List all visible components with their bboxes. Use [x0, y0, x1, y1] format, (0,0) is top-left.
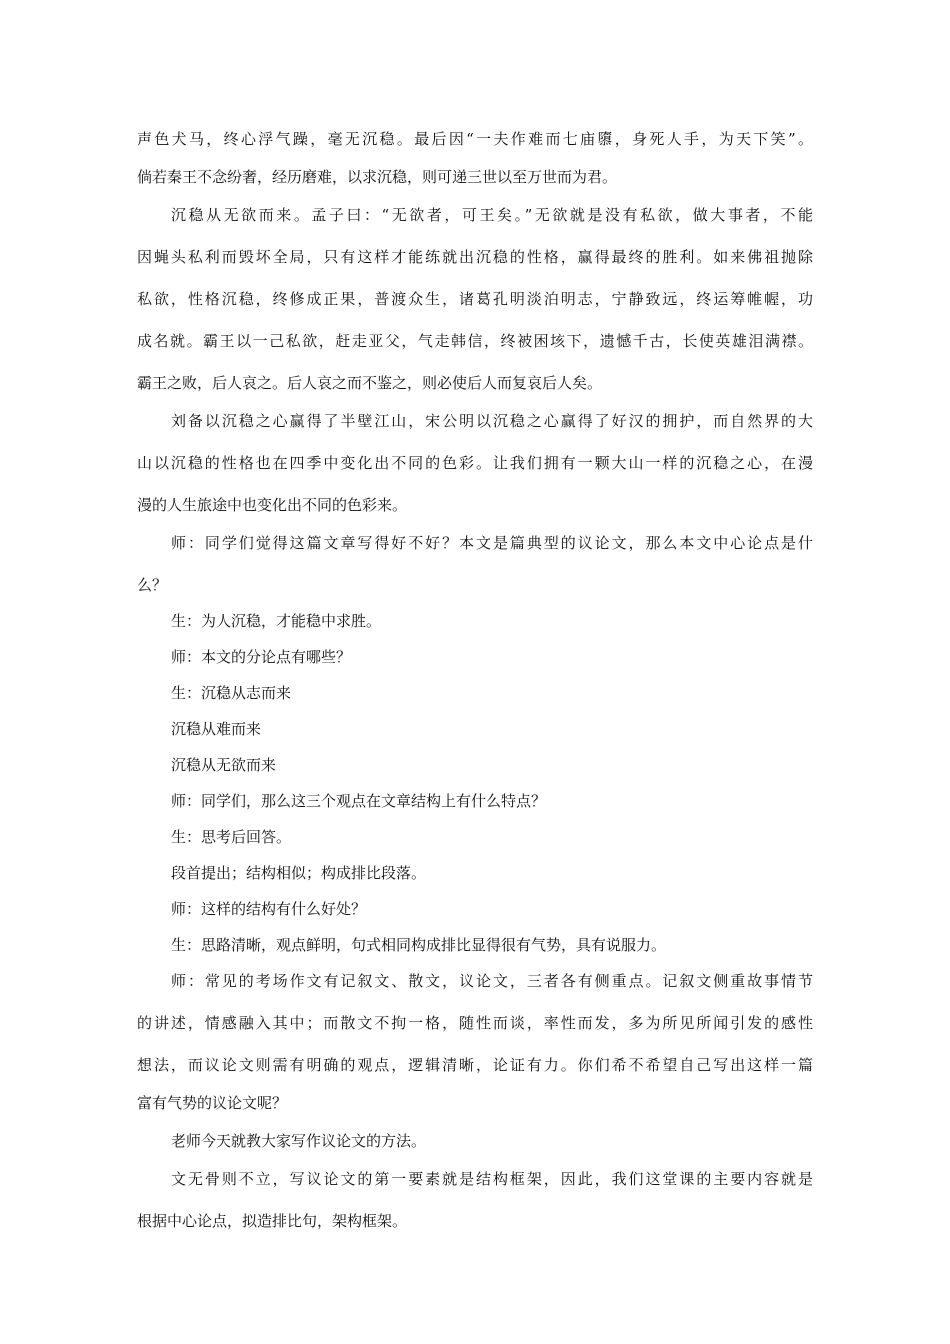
text-line: 师：同学们，那么这三个观点在文章结构上有什么特点？: [171, 792, 547, 810]
text-line: 段首提出；结构相似；构成排比段落。: [171, 864, 427, 882]
text-line: 根据中心论点，拟造排比句，架构框架。: [137, 1212, 408, 1230]
text-line: 的讲述，情感融入其中；而散文不拘一格，随性而谈，率性而发，多为所见所闻引发的感性: [137, 1014, 813, 1032]
text-line: 因蝇头私利而毁坏全局，只有这样才能练就出沉稳的性格，赢得最终的胜利。如来佛祖抛除: [137, 248, 813, 266]
text-line: 师：这样的结构有什么好处？: [171, 900, 367, 918]
text-line: 沉稳从难而来: [171, 720, 262, 738]
text-line: 想法，而议论文则需有明确的观点，逻辑清晰，论证有力。你们希不希望自己写出这样一篇: [137, 1056, 813, 1074]
text-line: 富有气势的议论文呢？: [137, 1094, 288, 1112]
text-line: 沉稳从无欲而来。孟子曰：“无欲者，可王矣。”无欲就是没有私欲，做大事者，不能: [171, 206, 813, 224]
text-line: 么？: [137, 576, 168, 594]
text-line: 刘备以沉稳之心赢得了半壁江山，宋公明以沉稳之心赢得了好汉的拥护，而自然界的大: [171, 412, 813, 430]
text-line: 漫的人生旅途中也变化出不同的色彩来。: [137, 496, 408, 514]
text-line: 霸王之败，后人哀之。后人哀之而不鉴之，则必使后人而复哀后人矣。: [137, 374, 603, 392]
text-line: 师：同学们觉得这篇文章写得好不好？本文是篇典型的议论文，那么本文中心论点是什: [171, 534, 813, 552]
text-line: 文无骨则不立，写议论文的第一要素就是结构框架，因此，我们这堂课的主要内容就是: [171, 1170, 813, 1188]
text-line: 倘若秦王不念纷奢，经历磨难，以求沉稳，则可递三世以至万世而为君。: [137, 168, 618, 186]
text-line: 生：思路清晰，观点鲜明，句式相同构成排比显得很有气势，具有说服力。: [171, 936, 667, 954]
text-line: 生：沉稳从志而来: [171, 684, 292, 702]
text-line: 山以沉稳的性格也在四季中变化出不同的色彩。让我们拥有一颗大山一样的沉稳之心，在漫: [137, 454, 813, 472]
text-line: 生：思考后回答。: [171, 828, 292, 846]
text-line: 生：为人沉稳，才能稳中求胜。: [171, 612, 382, 630]
text-line: 声色犬马，终心浮气躁，毫无沉稳。最后因“一夫作难而七庙隳，身死人手，为天下笑”。: [137, 130, 813, 148]
text-line: 老师今天就教大家写作议论文的方法。: [171, 1132, 427, 1150]
document-body: [137, 121, 813, 1239]
text-line: 私欲，性格沉稳，终修成正果，普渡众生，诸葛孔明淡泊明志，宁静致远，终运筹帷幄，功: [137, 290, 813, 308]
text-line: 成名就。霸王以一己私欲，赶走亚父，气走韩信，终被困垓下，遗憾千古，长使英雄泪满襟。: [137, 332, 813, 350]
text-line: 沉稳从无欲而来: [171, 756, 277, 774]
text-line: 师：本文的分论点有哪些？: [171, 648, 352, 666]
text-line: 师：常见的考场作文有记叙文、散文，议论文，三者各有侧重点。记叙文侧重故事情节: [171, 972, 813, 990]
